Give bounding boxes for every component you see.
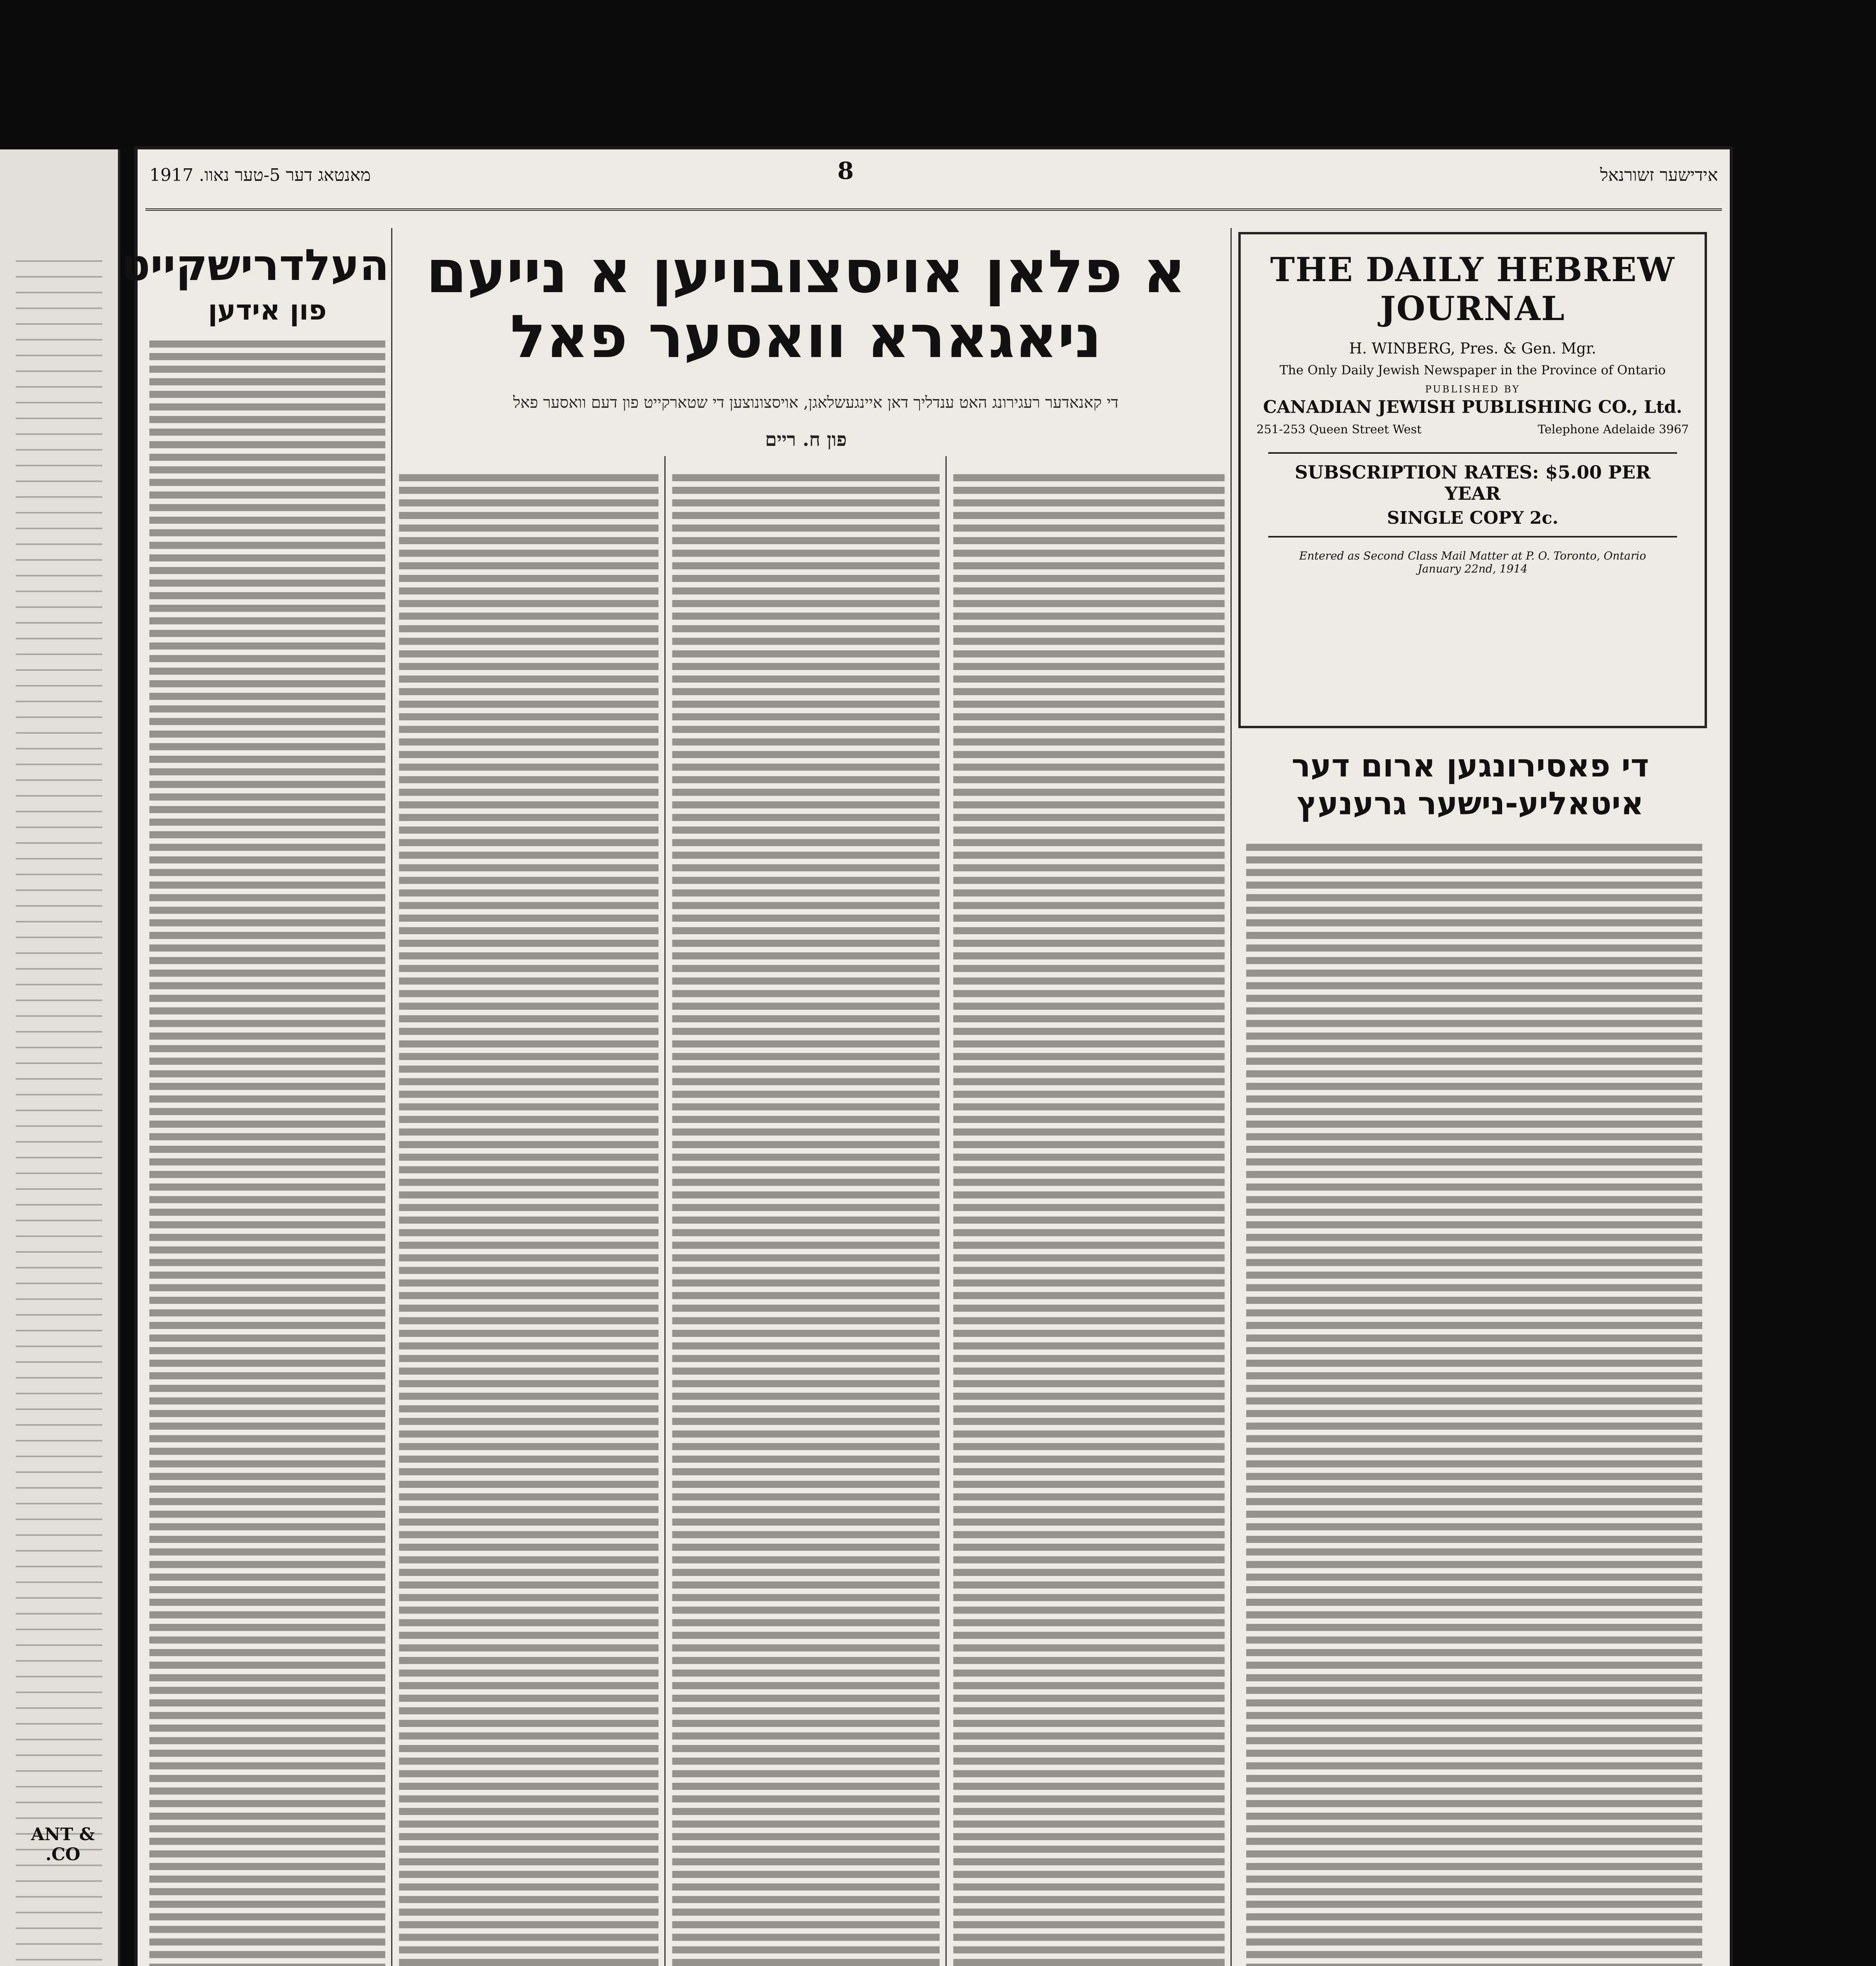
article-column-text xyxy=(399,472,658,1966)
main-headline-line1: א פלאן אויסצובויען א נייעם xyxy=(426,238,1186,306)
right-article-headline: די פאסירונגען ארום דער איטאליע-נישער גרענעץ xyxy=(1291,747,1649,822)
mail-class-notice: Entered as Second Class Mail Matter at P. O. Toronto, Ontario xyxy=(1299,549,1646,562)
subscription-rates: SUBSCRIPTION RATES: $5.00 PER YEAR xyxy=(1295,462,1651,504)
column-rule xyxy=(664,456,666,1966)
masthead-box xyxy=(1238,232,1707,728)
main-headline-line2: ניאגארא וואסער פאל xyxy=(510,303,1102,371)
masthead-address: 251-253 Queen Street West xyxy=(1256,423,1422,436)
header-rule xyxy=(145,208,1722,211)
article-column-text xyxy=(953,472,1225,1966)
page-date-header: מאנטאג דער 5-טער נאוו. 1917 xyxy=(149,165,371,185)
column-rule xyxy=(391,228,392,1966)
feature-column-text xyxy=(149,338,385,1966)
main-subhead: די קאנאדער רעגירונג האט ענדליך דאן איינגעשלאגן, אויסצונוצען די שטארקייט פון דעם וואסער פאל xyxy=(513,394,1118,412)
masthead-telephone: Telephone Adelaide 3967 xyxy=(1538,423,1689,436)
article-column-text xyxy=(672,472,940,1966)
newspaper-page xyxy=(121,149,1730,1966)
feature-column-title xyxy=(121,240,389,326)
adjacent-ad-company: ANT & CO. xyxy=(31,1824,95,1865)
masthead-company: CANADIAN JEWISH PUBLISHING CO., Ltd. xyxy=(1263,397,1683,417)
adjacent-page-text xyxy=(16,252,102,1966)
paper-name-header: אידישער זשורנאל xyxy=(1600,165,1718,185)
masthead-published-by: PUBLISHED BY xyxy=(1425,384,1520,395)
adjacent-page-strip xyxy=(0,149,120,1966)
masthead-address-row xyxy=(1256,423,1689,436)
feature-title: העלדרישקייט xyxy=(121,240,389,290)
mail-class-date: January 22nd, 1914 xyxy=(1418,562,1528,575)
masthead-owner: H. WINBERG, Pres. & Gen. Mgr. xyxy=(1349,340,1596,357)
main-byline: פון ח. ריים xyxy=(765,429,847,451)
page-number: 8 xyxy=(837,157,854,185)
main-headline xyxy=(393,240,1219,370)
masthead-title: THE DAILY HEBREW JOURNAL xyxy=(1270,250,1675,328)
column-rule xyxy=(945,456,947,1966)
right-article-text xyxy=(1246,841,1702,1966)
single-copy-price: SINGLE COPY 2c. xyxy=(1387,508,1558,528)
masthead-tagline: The Only Daily Jewish Newspaper in the Province of Ontario xyxy=(1279,363,1666,377)
feature-subtitle: פון אידען xyxy=(208,294,327,326)
column-rule xyxy=(1230,228,1232,1966)
subscription-box xyxy=(1268,452,1677,538)
